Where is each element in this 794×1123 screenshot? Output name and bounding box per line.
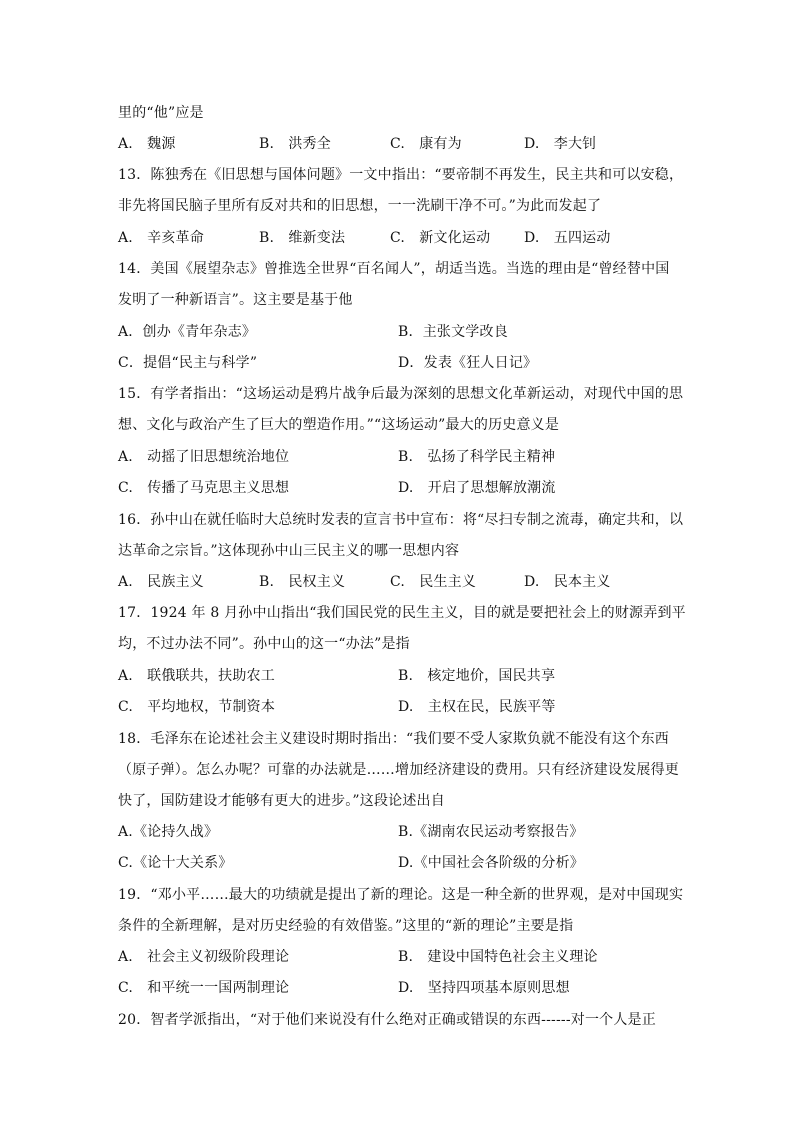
answer-option: C. 和平统一一国两制理论 xyxy=(118,980,290,996)
answer-option: A. 魏源 xyxy=(118,136,176,152)
answer-option: D. 民本主义 xyxy=(524,574,611,590)
text-line: 17．1924 年 8 月孙中山指出“我们国民党的民生主义，目的就是要把社会上的财源弄到平 xyxy=(118,605,686,621)
answer-option: D. 开启了思想解放潮流 xyxy=(398,480,556,496)
answer-option: B. 建设中国特色社会主义理论 xyxy=(398,949,598,965)
answer-option: C．提倡“民主与科学” xyxy=(118,355,258,371)
answer-option: D．发表《狂人日记》 xyxy=(398,355,538,371)
answer-option: A．创办《青年杂志》 xyxy=(118,324,257,340)
answer-option: C.《论十大关系》 xyxy=(118,855,233,871)
answer-option: D. 坚持四项基本原则思想 xyxy=(398,980,570,996)
text-line: 13．陈独秀在《旧思想与国体问题》一文中指出：“要帝制不再发生，民主共和可以安稳， xyxy=(118,167,684,183)
answer-option: B. 核定地价，国民共享 xyxy=(398,668,556,684)
text-line: 发明了一种新语言”。这主要是基于他 xyxy=(118,292,353,308)
text-line: 20．智者学派指出，“对于他们来说没有什么绝对正确或错误的东西------对一个人是正 xyxy=(118,1012,656,1028)
text-line: 19．“邓小平……最大的功绩就是提出了新的理论。这是一种全新的世界观，是对中国现实 xyxy=(118,887,684,903)
answer-option: C. 康有为 xyxy=(390,136,462,152)
answer-option: B．主张文学改良 xyxy=(398,324,508,340)
text-line: 14．美国《展望杂志》曾推选全世界“百名闻人”，胡适当选。当选的理由是“曾经替中国 xyxy=(118,261,670,277)
answer-option: A. 辛亥革命 xyxy=(118,230,204,246)
text-line: 里的“他”应是 xyxy=(118,105,204,121)
answer-option: B. 弘扬了科学民主精神 xyxy=(398,449,556,465)
text-line: 快了，国防建设才能够有更大的进步。”这段论述出自 xyxy=(118,793,445,809)
answer-option: D.《中国社会各阶级的分析》 xyxy=(398,855,584,871)
text-line: 18．毛泽东在论述社会主义建设时期时指出：“我们要不受人家欺负就不能没有这个东西 xyxy=(118,731,669,747)
answer-option: C. 民生主义 xyxy=(390,574,477,590)
text-line: 想、文化与政治产生了巨大的塑造作用。”“这场运动”最大的历史意义是 xyxy=(118,417,560,433)
answer-option: C. 传播了马克思主义思想 xyxy=(118,480,290,496)
answer-option: C. 新文化运动 xyxy=(390,230,491,246)
answer-option: A.《论持久战》 xyxy=(118,824,219,840)
answer-option: B. 洪秀全 xyxy=(259,136,331,152)
text-line: 条件的全新理解，是对历史经验的有效借鉴。”这里的“新的理论”主要是指 xyxy=(118,918,574,934)
text-line: 16．孙中山在就任临时大总统时发表的宣言书中宣布：将“尽扫专制之流毒，确定共和，以 xyxy=(118,512,684,528)
text-line: 达革命之宗旨。”这体现孙中山三民主义的哪一思想内容 xyxy=(118,543,460,559)
text-line: （原子弹）。怎么办呢？可靠的办法就是……增加经济建设的费用。只有经济建设发展得更 xyxy=(118,762,679,778)
answer-option: A. 民族主义 xyxy=(118,574,204,590)
answer-option: A. 动摇了旧思想统治地位 xyxy=(118,449,290,465)
text-line: 均，不过办法不同”。孙中山的这一“办法”是指 xyxy=(118,636,410,652)
text-line: 非先将国民脑子里所有反对共和的旧思想，一一洗刷干净不可。”为此而发起了 xyxy=(118,198,602,214)
text-line: 15．有学者指出：“这场运动是鸦片战争后最为深刻的思想文化革新运动，对现代中国的思 xyxy=(118,386,684,402)
answer-option: D. 李大钊 xyxy=(524,136,597,152)
answer-option: D. 五四运动 xyxy=(524,230,611,246)
answer-option: B. 维新变法 xyxy=(259,230,346,246)
answer-option: B. 民权主义 xyxy=(259,574,346,590)
answer-option: A. 社会主义初级阶段理论 xyxy=(118,949,290,965)
answer-option: D. 主权在民，民族平等 xyxy=(398,699,556,715)
answer-option: A. 联俄联共，扶助农工 xyxy=(118,668,275,684)
answer-option: B.《湖南农民运动考察报告》 xyxy=(398,824,584,840)
answer-option: C. 平均地权，节制资本 xyxy=(118,699,276,715)
